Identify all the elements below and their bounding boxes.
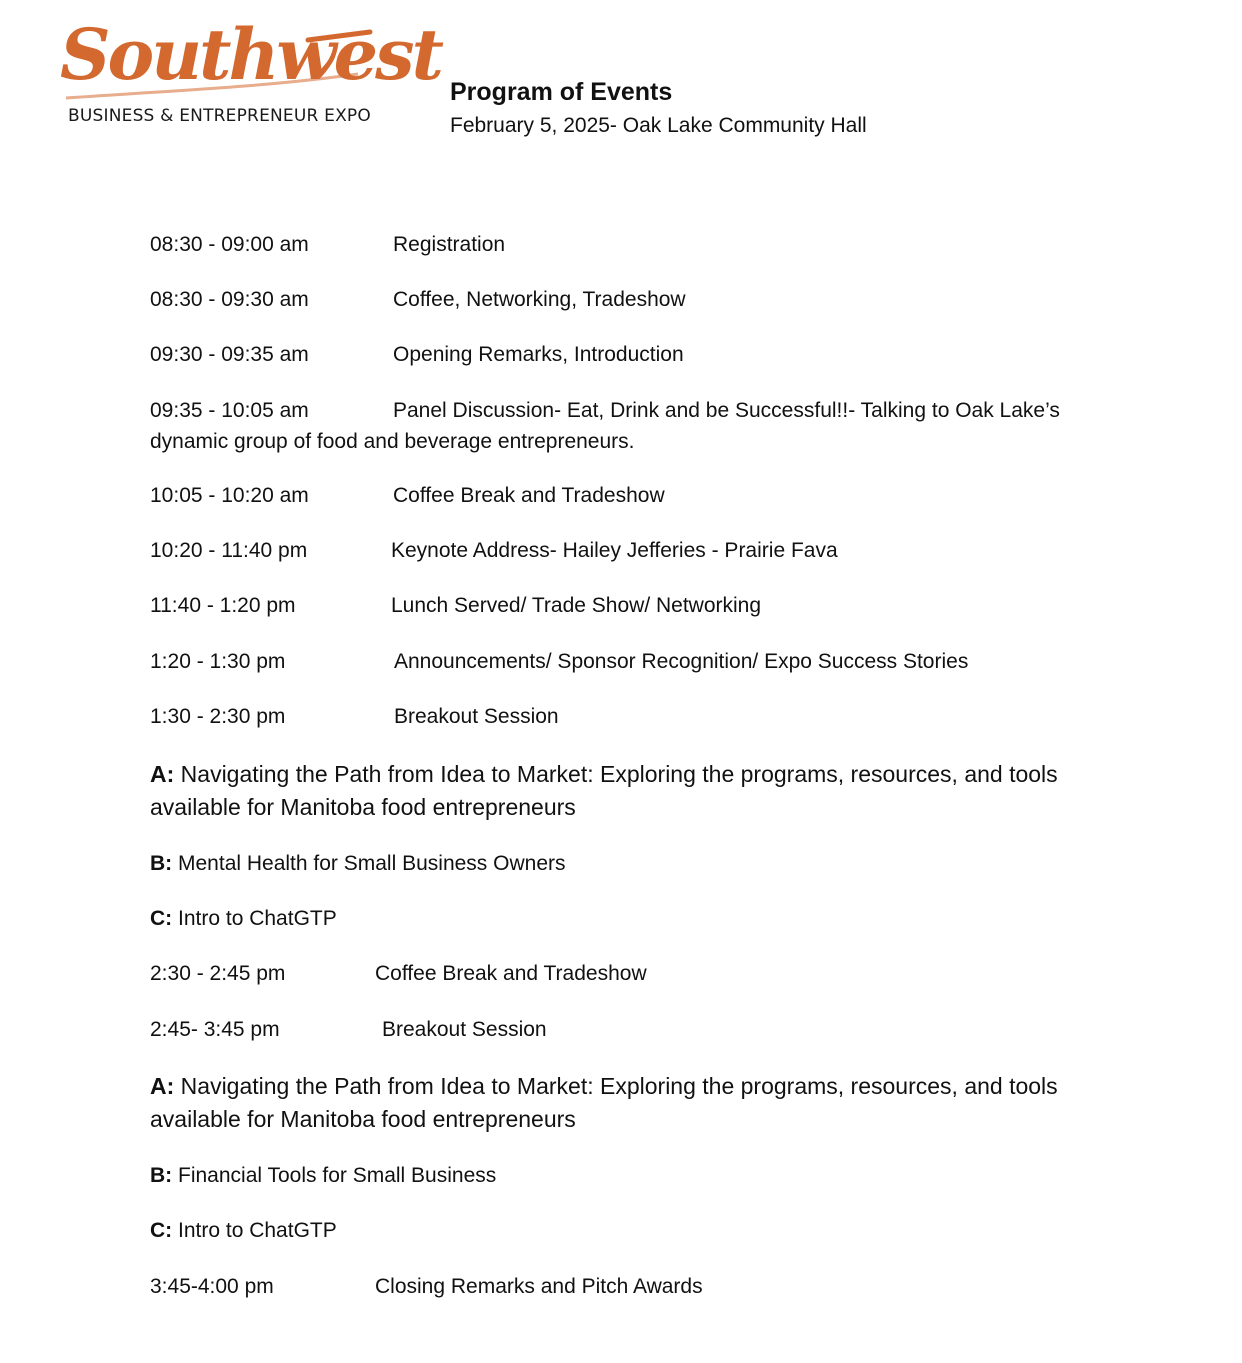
option-letter: A: [150,1073,175,1099]
schedule-time: 10:20 - 11:40 pm [150,539,308,562]
schedule-time: 08:30 - 09:00 am [150,233,309,256]
option-text: Intro to ChatGTP [172,907,337,930]
expo-logo [58,13,441,130]
schedule-event: Announcements/ Sponsor Recognition/ Expo Success Stories [394,650,969,673]
schedule-time: 11:40 - 1:20 pm [150,594,296,617]
breakout-option-c [150,1216,337,1246]
schedule-event: Keynote Address- Hailey Jefferies - Prairie Fava [391,539,838,562]
logo-brand-word: Southwest [60,13,441,96]
breakout-option-b [150,1161,496,1191]
schedule-time: 2:45- 3:45 pm [150,1018,280,1041]
schedule-time: 08:30 - 09:30 am [150,288,309,311]
schedule-event: Lunch Served/ Trade Show/ Networking [391,594,762,617]
schedule-time: 2:30 - 2:45 pm [150,962,286,985]
schedule-time: 1:20 - 1:30 pm [150,650,286,673]
schedule-time: 3:45-4:00 pm [150,1275,274,1298]
schedule-event: Coffee Break and Tradeshow [393,484,665,507]
option-text: Intro to ChatGTP [172,1219,337,1242]
breakout-option-c [150,904,337,934]
schedule-event: Breakout Session [394,705,559,728]
schedule-time: 09:35 - 10:05 am [150,399,309,422]
page-title: Program of Events [450,78,673,106]
option-text: Navigating the Path from Idea to Market: Exploring the programs, resources, and tools available for Manitoba food entrepreneurs [150,1073,1058,1132]
option-letter: C: [150,907,173,930]
schedule-event: Closing Remarks and Pitch Awards [375,1275,703,1298]
logo-tagline: BUSINESS & ENTREPRENEUR EXPO [68,106,371,126]
schedule-event: Breakout Session [382,1018,547,1041]
schedule-event: Coffee, Networking, Tradeshow [393,288,686,311]
option-text: Mental Health for Small Business Owners [172,852,566,875]
option-letter: B: [150,852,173,875]
schedule-row [150,395,1090,457]
page-subtitle: February 5, 2025- Oak Lake Community Hall [450,114,867,137]
option-letter: C: [150,1219,173,1242]
schedule-event: Registration [393,233,506,256]
breakout-option-b [150,849,566,879]
option-letter: A: [150,761,175,787]
schedule-event: Coffee Break and Tradeshow [375,962,647,985]
schedule-time: 1:30 - 2:30 pm [150,705,286,728]
schedule-event: Panel Discussion- Eat, Drink and be Successful!!- Talking to Oak Lake’s dynamic group of food and beverage entrepreneurs. [150,399,1060,453]
option-text: Navigating the Path from Idea to Market: Exploring the programs, resources, and tools available for Manitoba food entrepreneurs [150,761,1058,820]
breakout-option-a [150,758,1110,824]
schedule-event: Opening Remarks, Introduction [393,343,684,366]
option-text: Financial Tools for Small Business [172,1164,497,1187]
option-letter: B: [150,1164,173,1187]
breakout-option-a [150,1070,1110,1136]
schedule-time: 09:30 - 09:35 am [150,343,309,366]
schedule-time: 10:05 - 10:20 am [150,484,309,507]
